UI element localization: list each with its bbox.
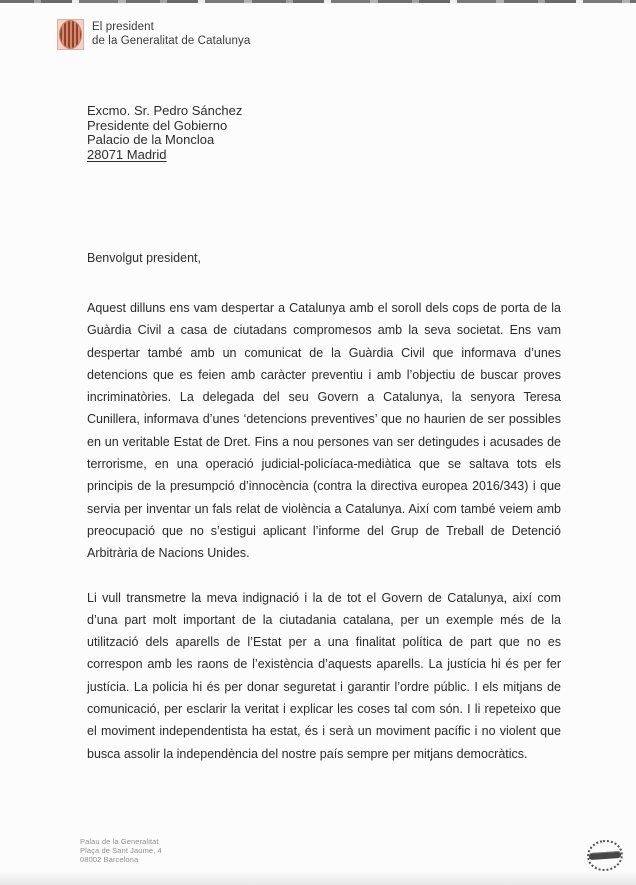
registry-seal-icon bbox=[585, 838, 625, 874]
sender-address-line-2: Plaça de Sant Jaume, 4 bbox=[80, 846, 162, 855]
sender-address-line-1: Palau de la Generalitat bbox=[80, 837, 159, 846]
recipient-name: Excmo. Sr. Pedro Sánchez bbox=[87, 103, 243, 118]
scan-artifact-top bbox=[0, 0, 636, 3]
letterhead bbox=[57, 19, 250, 50]
letterhead-line-2: de la Generalitat de Catalunya bbox=[92, 34, 251, 47]
letterhead-title bbox=[92, 19, 250, 49]
sender-address-line-3: 08002 Barcelona bbox=[80, 855, 139, 864]
registry-seal-bar bbox=[589, 851, 621, 860]
senyera-stripes bbox=[60, 21, 81, 48]
salutation: Benvolgut president, bbox=[87, 251, 201, 265]
recipient-place: Palacio de la Moncloa bbox=[87, 132, 215, 148]
scan-artifact-bottom bbox=[0, 872, 636, 885]
recipient-postal-city: 28071 Madrid bbox=[87, 146, 167, 162]
body-paragraph-2: Li vull transmetre la meva indignació i la de tot el Govern de Catalunya, així com d’una part molt important de la ciutadania catalana, per un exemple més de la utilització dels aparells de l’Estat per a una finalitat política de part que no es correspon amb les raons de l’existència d’aquests aparells. La justícia hi és per fer justícia. La policia hi és per donar seguretat i garantir l’ordre públic. I els mitjans de comunicació, per esclarir la veritat i explicar les coses tal com són. I li repeteixo que el moviment independentista ha estat, és i serà un moviment pacífic i no violent que busca assolir la independència del nostre país sempre per mitjans democràtics. bbox=[87, 590, 561, 761]
body-paragraph-1: Aquest dilluns ens vam despertar a Catalunya amb el soroll dels cops de porta de la Guàrdia Civil a casa de ciutadans compromesos amb la seva societat. Ens vam despertar també amb un comunicat de la Guàrdia Civil que informava d’unes detencions que es feien amb caràcter preventiu i amb l’objectiu de buscar proves incriminatòries. La delegada del seu Govern a Catalunya, la senyora Teresa Cunillera, informava d’unes ‘detencions preventives’ que no haurien de ser possibles en un veritable Estat de Dret. Fins a nou persones van ser detingudes i acusades de terrorisme, en una operació judicial-policíaca-mediàtica que se saltava tots els principis de la presumpció d’innocència (contra la directiva europea 2016/343) i que servia per inventar un fals relat de violència a Catalunya. Així com també veiem amb preocupació que no s’estigui aplicant l’informe del Grup de Treball de Detenció Arbitrària de Nacions Unides. bbox=[87, 301, 561, 561]
recipient-title: Presidente del Gobierno bbox=[87, 117, 228, 133]
recipient-address-block bbox=[87, 104, 242, 162]
generalitat-coat-of-arms-icon bbox=[57, 19, 84, 50]
letter-body bbox=[87, 297, 561, 765]
letterhead-line-1: El president bbox=[92, 21, 154, 33]
sender-address-block bbox=[80, 837, 162, 864]
